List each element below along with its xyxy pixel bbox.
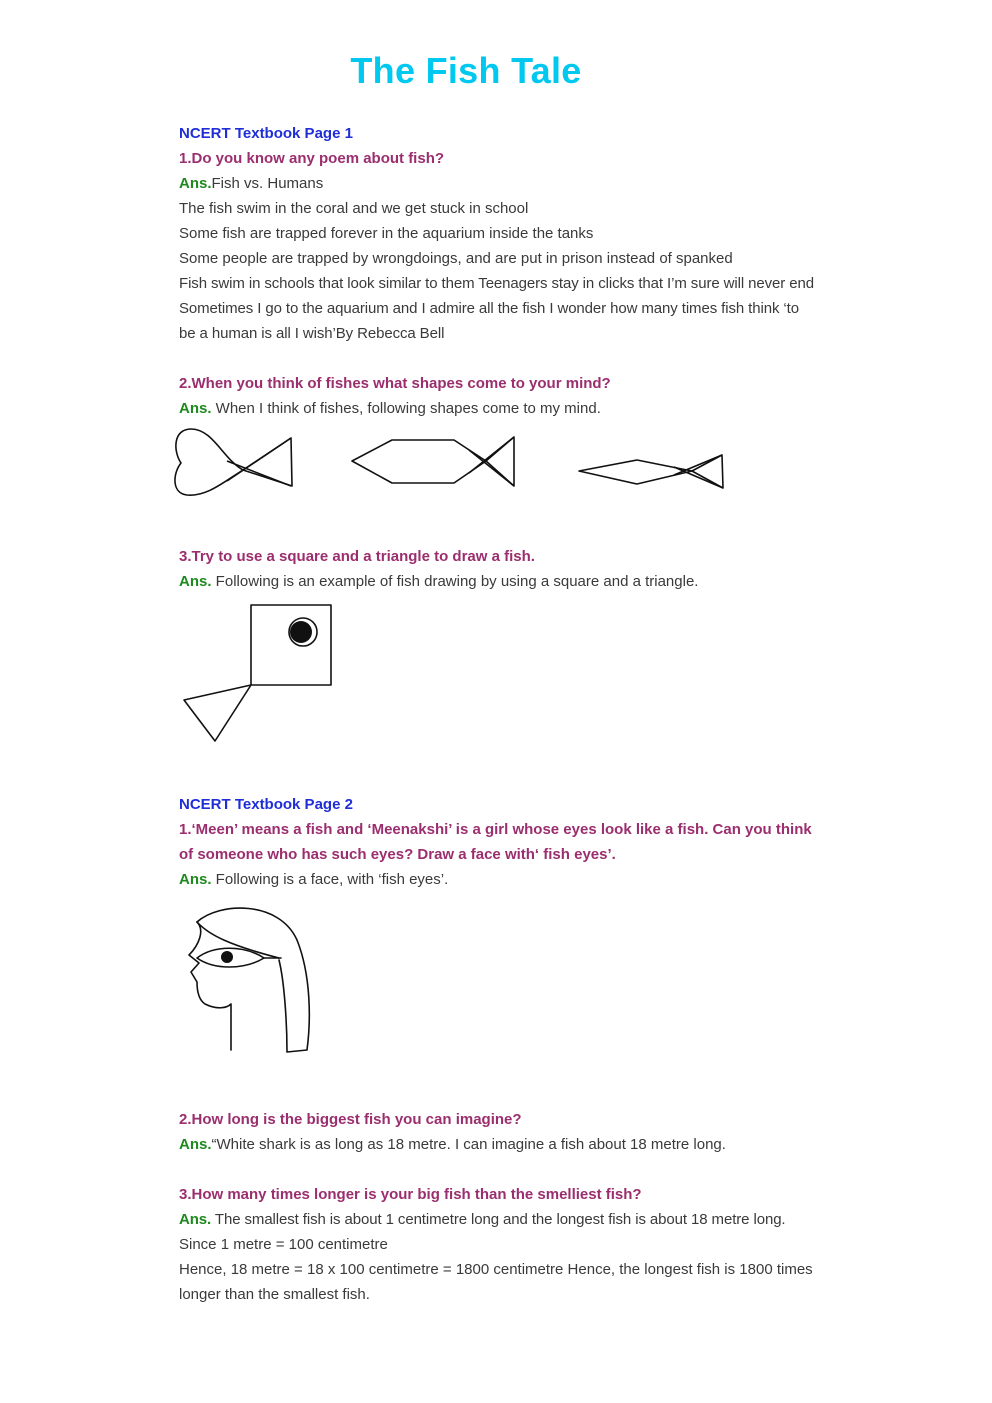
question-2-page-1: 2.When you think of fishes what shapes come to your mind? — [179, 375, 611, 392]
answer-text: Following is a face, with ‘fish eyes’. — [211, 871, 449, 888]
document-body — [179, 121, 819, 1307]
poem-line: Some fish are trapped forever in the aquarium inside the tanks — [179, 225, 594, 242]
answer-3-page-2 — [179, 1207, 819, 1232]
answer-text: When I think of fishes, following shapes come to my mind. — [211, 400, 601, 417]
ans-label: Ans. — [179, 400, 212, 417]
ans-label: Ans. — [179, 175, 212, 192]
answer-1-page-2 — [179, 867, 819, 892]
answer-text: Fish vs. Humans — [211, 175, 324, 192]
section-heading-page-2: NCERT Textbook Page 2 — [179, 796, 353, 813]
square-triangle-fish-figure — [169, 600, 369, 750]
ans-label: Ans. — [179, 1211, 212, 1228]
answer-text: “White shark is as long as 18 metre. I can imagine a fish about 18 metre long. — [211, 1136, 726, 1153]
question-1-page-2: 1.‘Meen’ means a fish and ‘Meenakshi’ is a girl whose eyes look like a fish. Can you think of someone who has such eyes? Draw a face with‘ fish eyes’. — [179, 821, 812, 863]
diamond-fish-tail — [692, 455, 723, 488]
page-title: The Fish Tale — [350, 50, 582, 91]
heart-fish-drawing — [175, 429, 243, 495]
fish-body-square — [251, 605, 331, 685]
answer-text: Following is an example of fish drawing by using a square and a triangle. — [211, 573, 699, 590]
question-3-page-2: 3.How many times longer is your big fish than the smelliest fish? — [179, 1186, 642, 1203]
ans-label: Ans. — [179, 871, 212, 888]
poem-line: Some people are trapped by wrongdoings, and are put in prison instead of spanked — [179, 250, 733, 267]
heart-fish-tail — [243, 438, 292, 486]
fish-shapes-figure — [169, 423, 769, 518]
diamond-fish-drawing — [579, 460, 692, 484]
fish-tail-triangle — [184, 685, 251, 741]
answer-paragraph: Hence, 18 metre = 18 x 100 centimetre = 1800 centimetre Hence, the longest fish is 1800 times longer than the smallest fish. — [179, 1261, 813, 1303]
poem-line: The fish swim in the coral and we get stuck in school — [179, 200, 529, 217]
question-1-page-1: 1.Do you know any poem about fish? — [179, 150, 445, 167]
ans-label: Ans. — [179, 573, 212, 590]
answer-2-page-1 — [179, 396, 819, 421]
answer-line: Since 1 metre = 100 centimetre — [179, 1236, 388, 1253]
fish-eyes-face-figure — [169, 900, 349, 1070]
answer-text: The smallest fish is about 1 centimetre long and the longest fish is about 18 metre long. — [211, 1211, 786, 1228]
answer-2-page-2 — [179, 1132, 819, 1157]
answer-3-page-1 — [179, 569, 819, 594]
section-heading-page-1: NCERT Textbook Page 1 — [179, 125, 353, 142]
fish-eye-pupil — [221, 951, 233, 963]
hair-outline — [197, 908, 309, 1052]
question-3-page-1: 3.Try to use a square and a triangle to draw a fish. — [179, 548, 535, 565]
poem-paragraph: Fish swim in schools that look similar to them Teenagers stay in clicks that I’m sure will never end Sometimes I go to the aquarium and I admire all the fish I wonder how many times fish think ‘to be a human is all I wish’By Rebecca Bell — [179, 275, 814, 342]
hair-fringe — [197, 922, 279, 958]
hexagon-fish-tail — [486, 437, 514, 486]
question-2-page-2: 2.How long is the biggest fish you can imagine? — [179, 1111, 522, 1128]
answer-1-page-1 — [179, 171, 819, 196]
fish-eye-pupil — [290, 621, 312, 643]
hexagon-fish-drawing — [352, 440, 486, 483]
ans-label: Ans. — [179, 1136, 212, 1153]
